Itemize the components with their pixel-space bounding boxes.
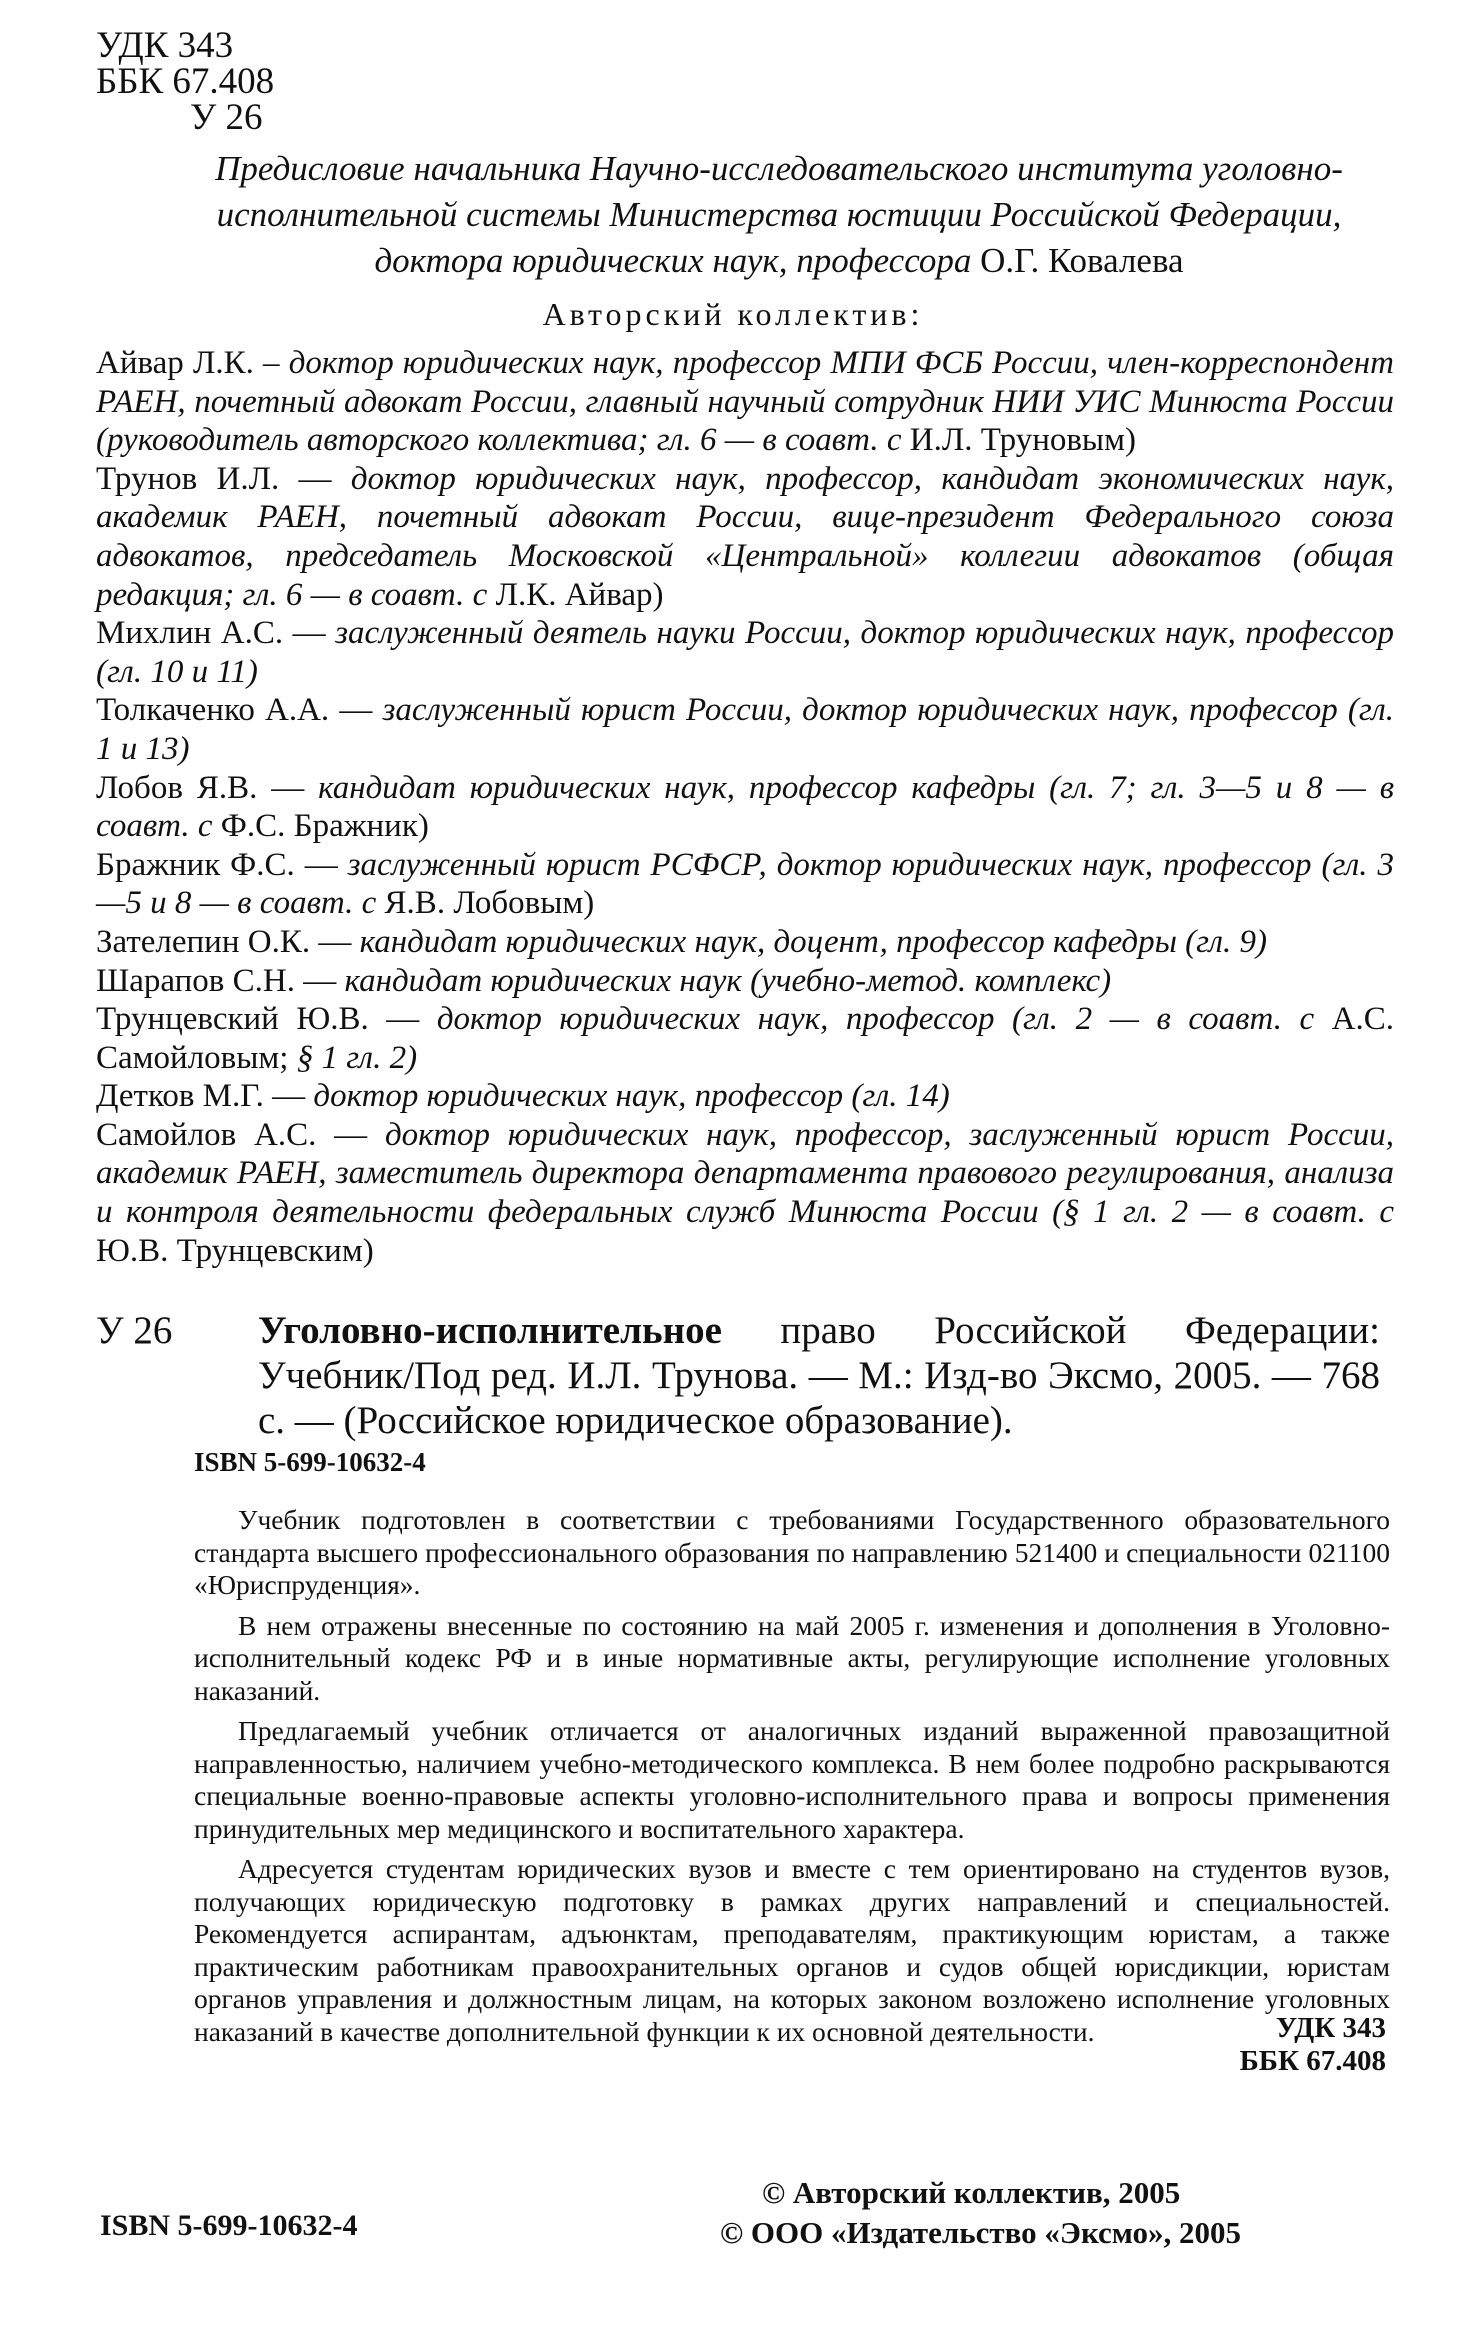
author-name: Трунцевский Ю.В. — (96, 1001, 420, 1038)
author-entry (96, 1116, 1394, 1270)
author-desc: кандидат юридических наук, доцент, профессор кафедры (гл. 9) (359, 923, 1267, 960)
annotation-paragraph: Предлагаемый учебник отличается от аналогичных изданий выраженной правозащитной направленностью, наличием учебно-методического комплекса. В нем более подробно раскрываются специальные военно-правовые аспекты уголовно-исполнительного права и вопросы применения принудительных мер медицинского и воспитательного характера. (194, 1715, 1390, 1844)
author-name: Самойлов А.С. — (96, 1116, 368, 1153)
udk-code: УДК 343 (96, 25, 234, 66)
copyright-line: © ООО «Издательство «Эксмо», 2005 (720, 2215, 1242, 2250)
author-desc: доктор юридических наук, профессор, кандидат экономических наук, академик РАЕН, почетный адвокат России, вице-президент Федерального союза адвокатов, председатель Московской «Центральной» коллегии адвокатов (общая редакция; гл. 6 — в соавт. с (96, 460, 1395, 613)
bibliographic-record (96, 1308, 1380, 1443)
authors-list (96, 344, 1394, 1270)
author-tail: И.Л. Труновым) (909, 422, 1136, 459)
author-name: Детков М.Г. — (96, 1078, 306, 1115)
bbk-code-bottom: ББК 67.408 (1239, 2045, 1386, 2077)
author-entry (96, 923, 1394, 962)
author-desc: заслуженный юрист РСФСР, доктор юридических наук, профессор (гл. 3—5 и 8 — в соавт. с (96, 846, 1394, 922)
author-entry (96, 846, 1394, 923)
annotation-paragraph: Учебник подготовлен в соответствии с требованиями Государственного образовательного стандарта высшего профессионального образования по направлению 521400 и специальности 021100 «Юриспруденция». (194, 1504, 1390, 1600)
author-name: Трунов И.Л. — (96, 460, 332, 497)
author-desc: доктор юридических наук, профессор (гл. 2 — в соавт. с (436, 1001, 1315, 1038)
collective-title: Авторский коллектив: (542, 296, 924, 332)
author-desc: доктор юридических наук, профессор МПИ ФСБ России, член-корреспондент РАЕН, почетный адвокат России, главный научный сотрудник НИИ УИС Минюста России (руководитель авторского коллектива; гл. 6 — в соавт. с (96, 345, 1395, 459)
isbn-bottom: ISBN 5-699-10632-4 (100, 2209, 358, 2242)
isbn-top: ISBN 5-699-10632-4 (194, 1447, 426, 1477)
author-name: Шарапов С.Н. — (96, 962, 337, 999)
author-desc: доктор юридических наук, профессор (гл. 14) (313, 1078, 950, 1115)
author-desc: заслуженный юрист России, доктор юридических наук, профессор (гл. 1 и 13) (96, 692, 1394, 767)
author-entry (96, 460, 1394, 614)
foreword-name: О.Г. Ковалева (980, 241, 1184, 280)
author-entry (96, 769, 1394, 846)
biblio-text (258, 1308, 1380, 1443)
author-name: Михлин А.С. — (96, 615, 326, 652)
author-name: Толкаченко А.А. — (96, 692, 373, 729)
author-tail: Л.К. Айвар) (495, 576, 664, 613)
biblio-code: У 26 (96, 1309, 173, 1352)
author-tail: А.С. Самойловым; (96, 1001, 1395, 1076)
author-entry (96, 614, 1394, 691)
bbk-code: ББК 67.408 (96, 61, 275, 102)
annotation-paragraph: Адресуется студентам юридических вузов и вместе с тем ориентировано на студентов вузов, получающих юридическую подготовку в рамках других направлений и специальностей. Рекомендуется аспирантам, адъюнктам, преподавателям, практикующим юристам, а также практическим работникам правоохранительных органов и судов общей юрисдикции, юристам органов управления и должностным лицам, на которых законом возложено исполнение уголовных наказаний в качестве дополнительной функции к их основной деятельности. (194, 1853, 1390, 2047)
foreword-note (170, 146, 1388, 284)
author-entry (96, 962, 1394, 1001)
copyright-line: © Авторский коллектив, 2005 (762, 2175, 1181, 2210)
biblio-rest: право Российской Федерации: Учебник/Под ред. И.Л. Трунова. — М.: Изд-во Эксмо, 2005. — 768 с. — (Российское юридическое образование). (258, 1309, 1380, 1442)
author-mark: У 26 (190, 97, 263, 138)
classification-codes (96, 25, 275, 138)
foreword-text: Предисловие начальника Научно-исследовательского института уголовно-исполнительной системы Министерства юстиции Российской Федерации, доктора юридических наук, профессора (215, 149, 1343, 280)
author-entry (96, 344, 1394, 460)
annotation (194, 1504, 1390, 2056)
author-desc: заслуженный деятель науки России, доктор юридических наук, профессор (гл. 10 и 11) (96, 615, 1395, 690)
author-entry (96, 691, 1394, 768)
author-tail: Ю.В. Трунцевским) (96, 1232, 374, 1269)
author-name: Бражник Ф.С. — (96, 846, 338, 883)
author-desc: кандидат юридических наук, профессор кафедры (гл. 7; гл. 3—5 и 8 — в соавт. с (96, 769, 1395, 845)
author-tail: Ф.С. Бражник) (220, 808, 429, 845)
author-name: Айвар Л.К. – (96, 345, 280, 381)
classification-codes-bottom (1150, 2012, 1386, 2078)
annotation-paragraph: В нем отражены внесенные по состоянию на май 2005 г. изменения и дополнения в Уголовно-исполнительный кодекс РФ и в иные нормативные акты, регулирующие исполнение уголовных наказаний. (194, 1609, 1390, 1706)
author-desc: кандидат юридических наук (учебно-метод. комплекс) (344, 962, 1112, 999)
author-name: Зателепин О.К. — (96, 923, 352, 960)
biblio-title: Уголовно-исполнительное (258, 1309, 722, 1352)
author-entry (96, 1077, 1394, 1116)
author-entry (96, 1000, 1394, 1077)
udk-code-bottom: УДК 343 (1275, 2012, 1386, 2044)
author-name: Лобов Я.В. — (96, 769, 305, 806)
author-tail: Я.В. Лобовым) (384, 885, 595, 922)
author-extra: § 1 гл. 2) (296, 1039, 418, 1076)
author-desc: доктор юридических наук, профессор, заслуженный юрист России, академик РАЕН, заместитель директора департамента правового регулирования, анализа и контроля деятельности федеральных служб Минюста России (§ 1 гл. 2 — в соавт. с (96, 1116, 1394, 1231)
copyright-block (720, 2173, 1390, 2253)
